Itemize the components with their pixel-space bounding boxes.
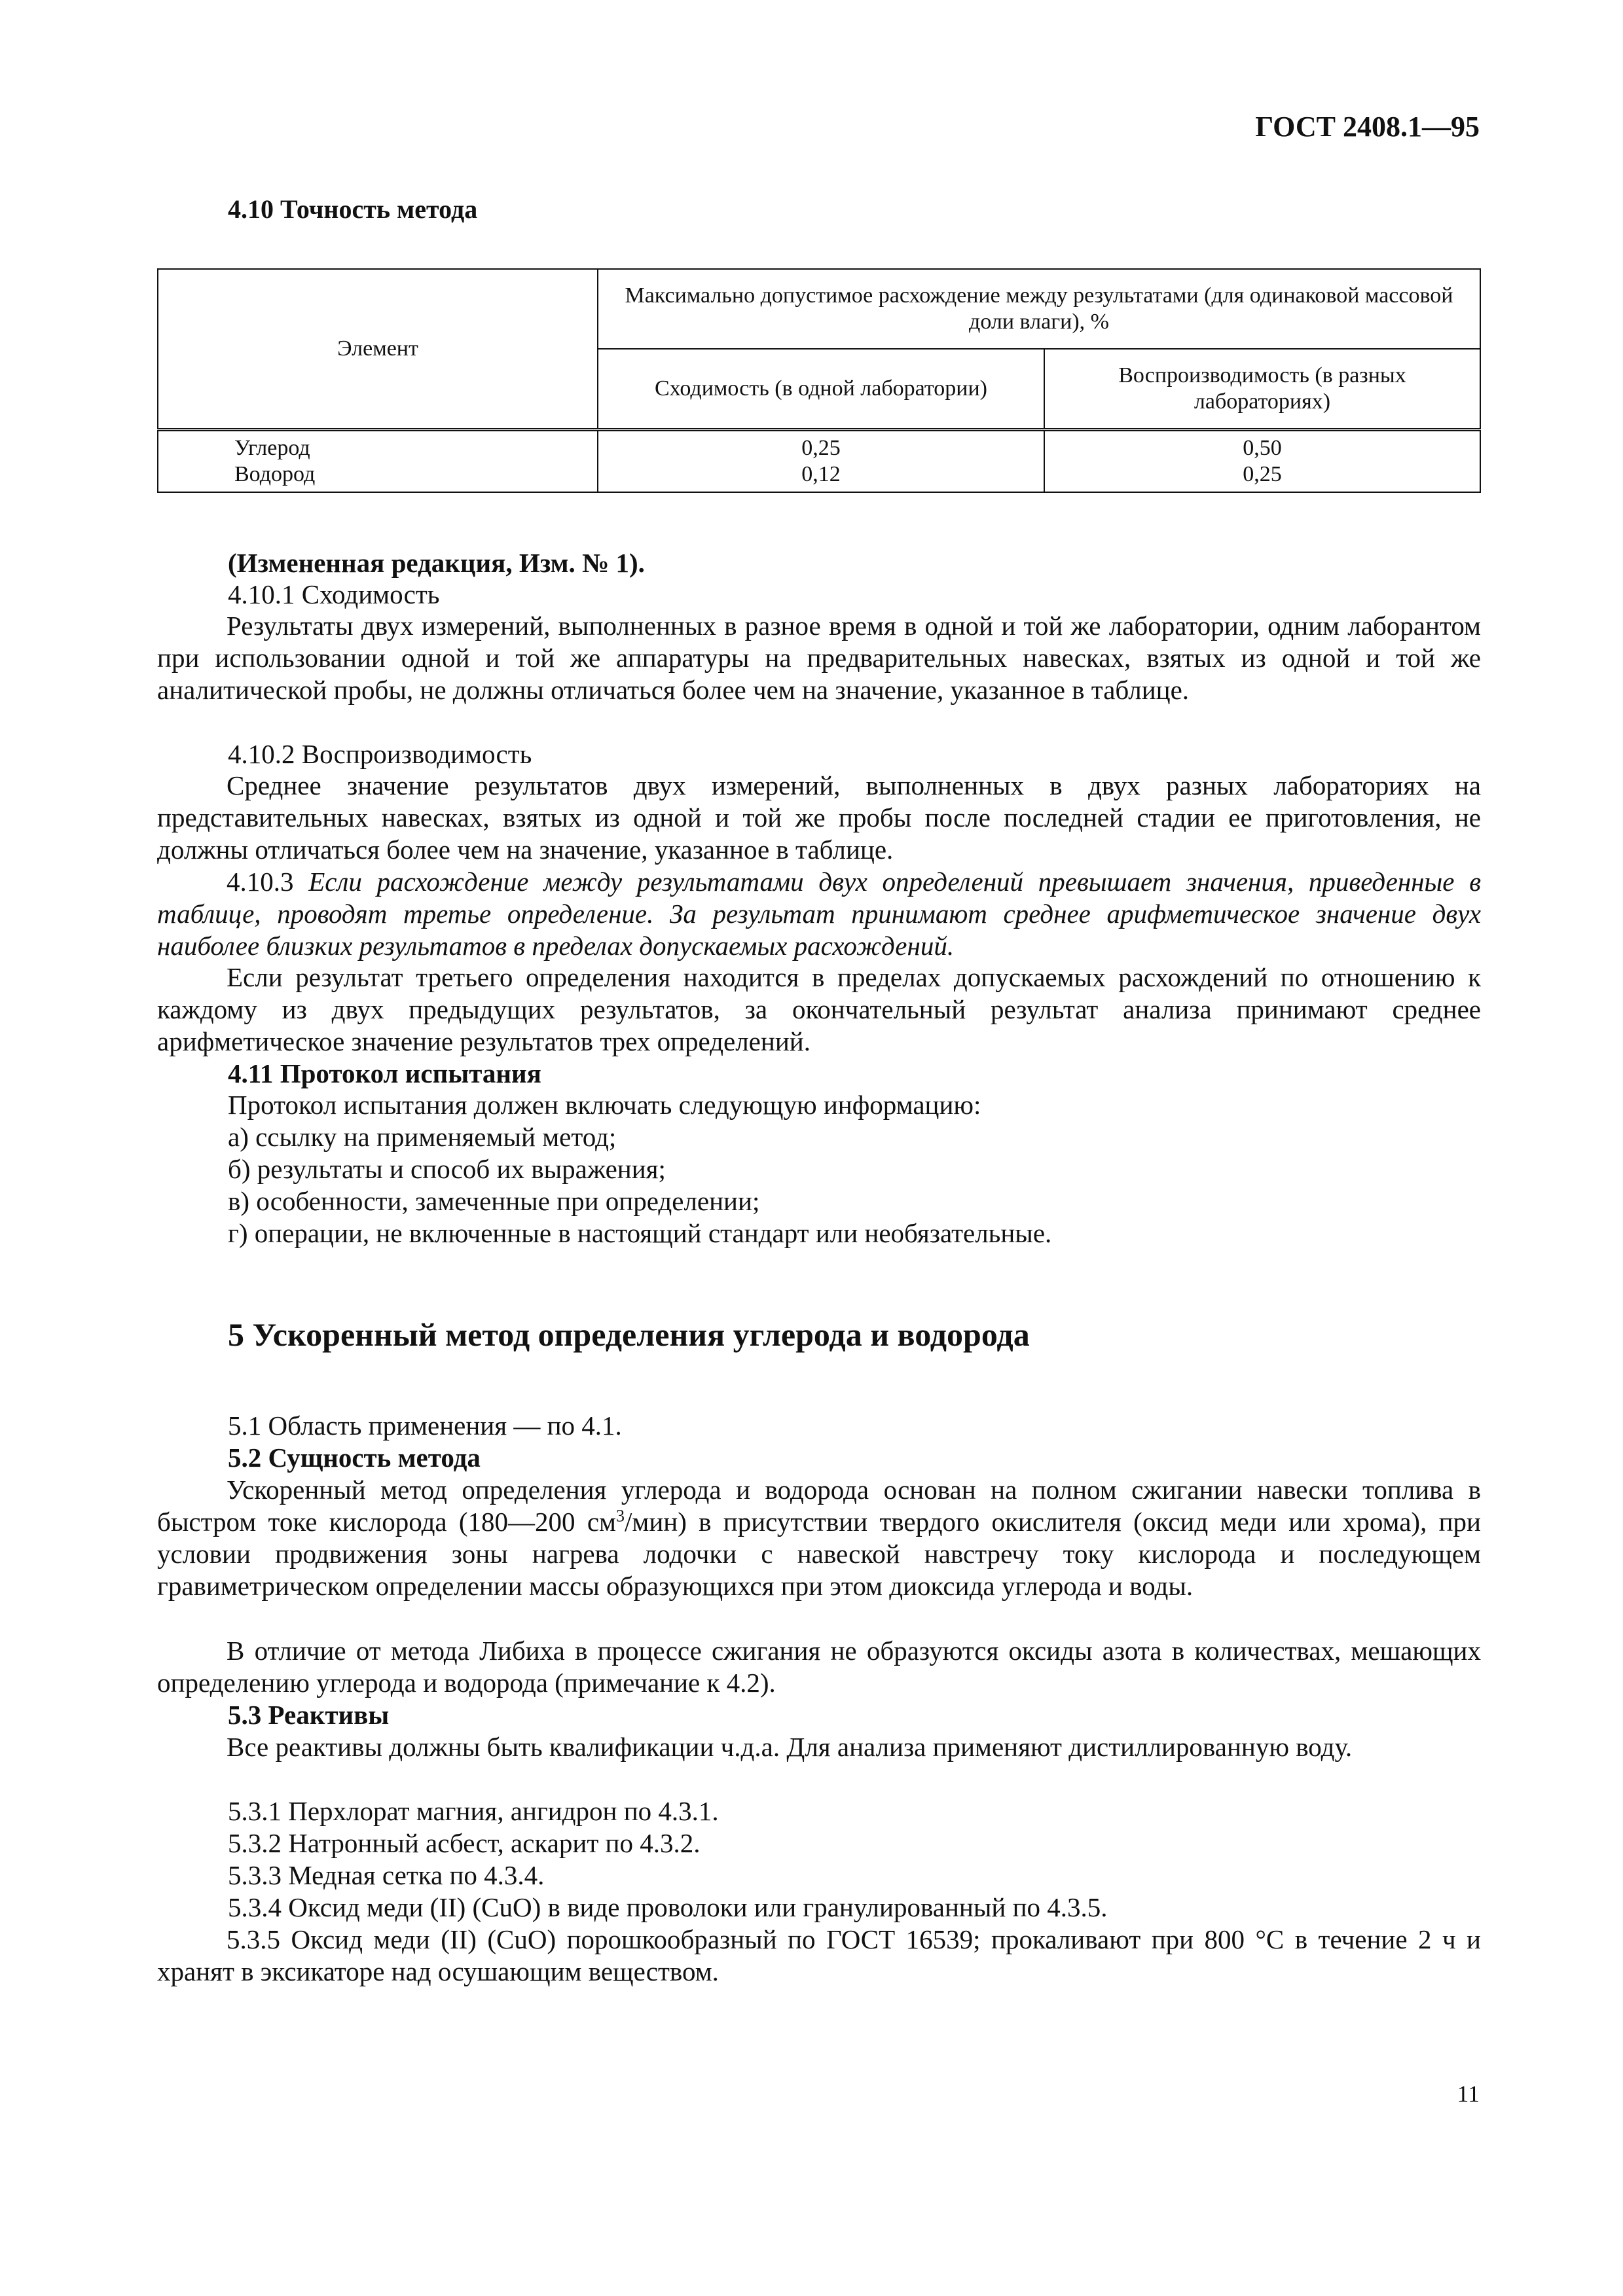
section-4-10-3-number: 4.10.3 [227,867,294,897]
standard-code: ГОСТ 2408.1—95 [1255,111,1480,143]
section-5-3-body: Все реактивы должны быть квалификации ч.д.а. Для анализа применяют дистиллированную воду. [227,1732,1353,1762]
header-repeatability: Сходимость (в одной лаборатории) [598,349,1044,430]
superscript-3: 3 [615,1506,625,1526]
list-item: 5.3.2 Натронный асбест, аскарит по 4.3.2. [228,1828,701,1858]
table-header-row [158,269,1480,349]
list-item: а) ссылку на применяемый метод; [228,1122,617,1152]
section-5-title: 5 Ускоренный метод определения углерода и водорода [228,1316,1030,1353]
section-5-2-body [157,1474,1481,1602]
list-item: 5.3.4 Оксид меди (II) (CuO) в виде проволоки или гранулированный по 4.3.5. [228,1892,1108,1922]
list-item: 5.3.3 Медная сетка по 4.3.4. [228,1860,545,1890]
section-5-2-paragraph: В отличие от метода Либиха в процессе сжигания не образуются оксиды азота в количествах, мешающих определению углерода и водорода (примечание к 4.2). [157,1636,1481,1698]
section-4-10-title: 4.10 Точность метода [228,194,478,224]
section-5-3-5: 5.3.5 Оксид меди (II) (CuO) порошкообразный по ГОСТ 16539; прокаливают при 800 °С в течение 2 ч и хранят в эксикаторе над осушающим веществом. [157,1924,1481,1986]
section-4-10-2-body: Среднее значение результатов двух измерений, выполненных в двух разных лабораториях на представительных навесках, взятых из одной и той же пробы после последней стадии ее приготовления, не должны отличаться более чем на значение, указанное в таблице. [157,770,1481,865]
header-max-discrepancy: Максимально допустимое расхождение между результатами (для одинаковой массовой доли влаги), % [598,269,1480,349]
section-4-10-3-text: Если расхождение между результатами двух определений превышает значения, приведенные в таблице, проводят третье определение. За результат принимают среднее арифметическое значение двух наиболее близких результатов в пределах допускаемых расхождений. [157,867,1482,961]
table-body-row [158,430,1480,493]
page-number: 11 [1457,2081,1480,2107]
list-item: г) операции, не включенные в настоящий стандарт или необязательные. [228,1218,1052,1248]
header-element: Элемент [158,269,598,430]
repeatability-value: 0,25 [801,436,841,460]
section-4-11-title: 4.11 Протокол испытания [228,1058,541,1088]
section-4-11-body: Протокол испытания должен включать следующую информацию: [228,1090,981,1120]
reproducibility-value: 0,50 [1243,436,1282,460]
section-5-3-title: 5.3 Реактивы [228,1700,390,1730]
table-cell-reproducibility [1044,430,1480,493]
amendment-note: (Измененная редакция, Изм. № 1). [228,548,645,578]
table-cell-elements [158,430,598,493]
section-5-1: 5.1 Область применения — по 4.1. [228,1410,622,1441]
section-5-2-title: 5.2 Сущность метода [228,1443,481,1473]
section-4-10-1-body: Результаты двух измерений, выполненных в разное время в одной и той же лаборатории, одним лаборантом при использовании одной и той же аппаратуры на предварительных навесках, взятых из одной и той же аналитической пробы, не должны отличаться более чем на значение, указанное в таблице. [157,611,1481,705]
repeatability-value: 0,12 [801,462,841,486]
list-item: в) особенности, замеченные при определении; [228,1186,760,1216]
table-cell-repeatability [598,430,1044,493]
reproducibility-value: 0,25 [1243,462,1282,486]
list-item: б) результаты и способ их выражения; [228,1154,666,1184]
section-4-10-3-paragraph: Если результат третьего определения находится в пределах допускаемых расхождений по отношению к каждому из двух предыдущих результатов, за окончательный результат анализа принимают среднее арифметическое значение результатов трех определений. [157,962,1481,1056]
section-4-10-3-body [157,866,1481,962]
element-name: Углерод [234,436,310,460]
section-5-2-text-b: /мин) в присутствии твердого окислителя (оксид меди или хрома), при условии продвижения зоны нагрева лодочки с навеской навстречу току кислорода и последующем гравиметрическом определении массы образующихся при этом диоксида углерода и воды. [157,1507,1481,1601]
section-5-2-text-a: Ускоренный метод определения углерода и водорода основан на полном сжигании навески топлива в быстром токе кислорода (180—200 см [157,1475,1481,1537]
section-4-10-1-title: 4.10.1 Сходимость [228,579,440,609]
element-name: Водород [234,462,316,486]
list-item: 5.3.1 Перхлорат магния, ангидрон по 4.3.1. [228,1796,719,1826]
precision-table [157,268,1481,493]
section-4-10-2-title: 4.10.2 Воспроизводимость [228,739,532,769]
header-reproducibility: Воспроизводимость (в разных лабораториях) [1044,349,1480,430]
